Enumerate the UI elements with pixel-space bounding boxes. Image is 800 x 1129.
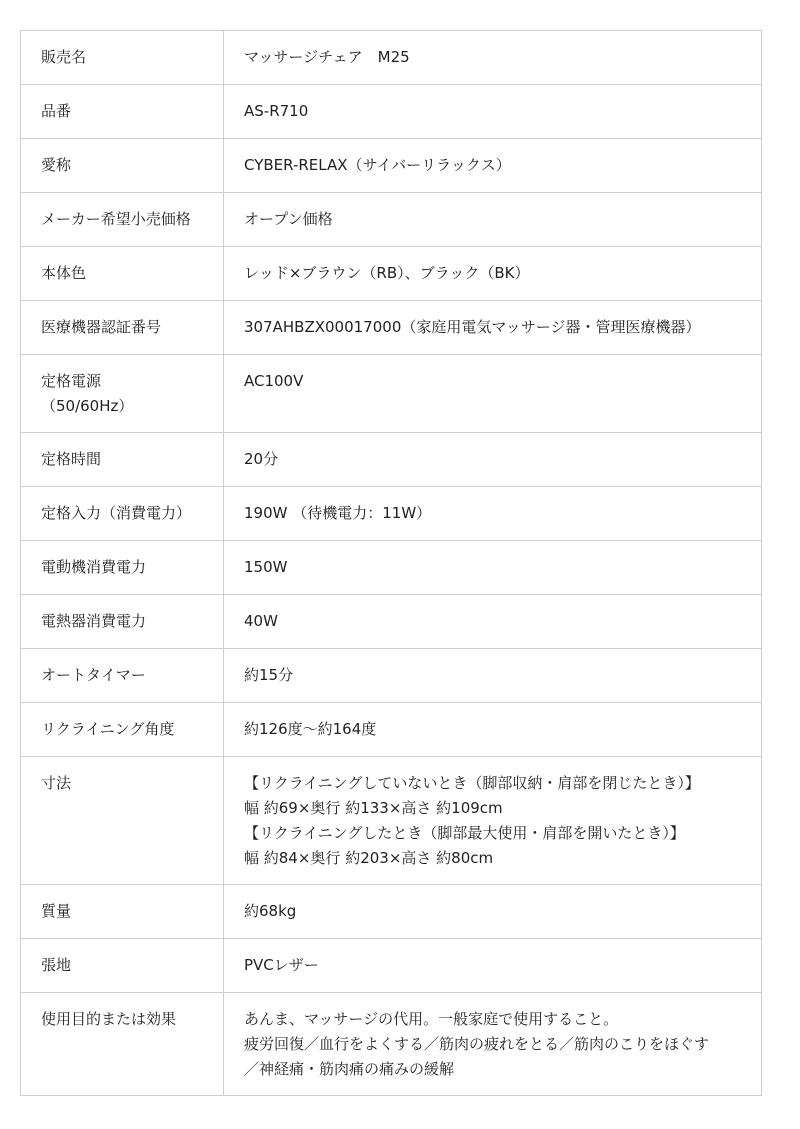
- table-row: [21, 993, 762, 1096]
- spec-value: 307AHBZX00017000（家庭用電気マッサージ器・管理医療機器）: [224, 301, 762, 355]
- spec-label: 定格時間: [21, 433, 224, 487]
- table-row: [21, 85, 762, 139]
- spec-value: CYBER-RELAX（サイバーリラックス）: [224, 139, 762, 193]
- spec-label: 販売名: [21, 31, 224, 85]
- table-row: [21, 193, 762, 247]
- spec-label: 定格電源 （50/60Hz）: [21, 355, 224, 433]
- spec-label: 電動機消費電力: [21, 541, 224, 595]
- spec-value: 20分: [224, 433, 762, 487]
- spec-value: 約126度〜約164度: [224, 703, 762, 757]
- spec-label: 張地: [21, 939, 224, 993]
- spec-table-container: [20, 30, 762, 1096]
- spec-value: PVCレザー: [224, 939, 762, 993]
- spec-label: 電熱器消費電力: [21, 595, 224, 649]
- spec-value: あんま、マッサージの代用。一般家庭で使用すること。 疲労回復／血行をよくする／筋肉の疲れをとる／筋肉のこりをほぐす ／神経痛・筋肉痛の痛みの緩解: [224, 993, 762, 1096]
- spec-value: AC100V: [224, 355, 762, 433]
- spec-label: オートタイマー: [21, 649, 224, 703]
- spec-value: 40W: [224, 595, 762, 649]
- spec-value: AS-R710: [224, 85, 762, 139]
- spec-value: マッサージチェア M25: [224, 31, 762, 85]
- spec-value: 約15分: [224, 649, 762, 703]
- spec-label: 定格入力（消費電力）: [21, 487, 224, 541]
- spec-label: 質量: [21, 885, 224, 939]
- spec-table: [20, 30, 762, 1096]
- spec-label: 使用目的または効果: [21, 993, 224, 1096]
- spec-value: レッド×ブラウン（RB）、ブラック（BK）: [224, 247, 762, 301]
- spec-label: 医療機器認証番号: [21, 301, 224, 355]
- table-row: [21, 757, 762, 885]
- spec-label: 品番: [21, 85, 224, 139]
- table-row: [21, 649, 762, 703]
- table-row: [21, 939, 762, 993]
- table-row: [21, 433, 762, 487]
- spec-value: オープン価格: [224, 193, 762, 247]
- table-row: [21, 703, 762, 757]
- table-row: [21, 487, 762, 541]
- table-row: [21, 247, 762, 301]
- table-row: [21, 139, 762, 193]
- table-row: [21, 355, 762, 433]
- table-row: [21, 885, 762, 939]
- spec-label: メーカー希望小売価格: [21, 193, 224, 247]
- spec-label: リクライニング角度: [21, 703, 224, 757]
- spec-label: 愛称: [21, 139, 224, 193]
- table-row: [21, 301, 762, 355]
- spec-value: 190W （待機電力：11W）: [224, 487, 762, 541]
- spec-value: 150W: [224, 541, 762, 595]
- table-row: [21, 541, 762, 595]
- spec-value: 【リクライニングしていないとき（脚部収納・肩部を閉じたとき）】 幅 約69×奥行 約133×高さ 約109cm 【リクライニングしたとき（脚部最大使用・肩部を開いたとき）】 幅 約84×奥行 約203×高さ 約80cm: [224, 757, 762, 885]
- table-row: [21, 31, 762, 85]
- table-row: [21, 595, 762, 649]
- spec-label: 本体色: [21, 247, 224, 301]
- spec-label: 寸法: [21, 757, 224, 885]
- spec-value: 約68kg: [224, 885, 762, 939]
